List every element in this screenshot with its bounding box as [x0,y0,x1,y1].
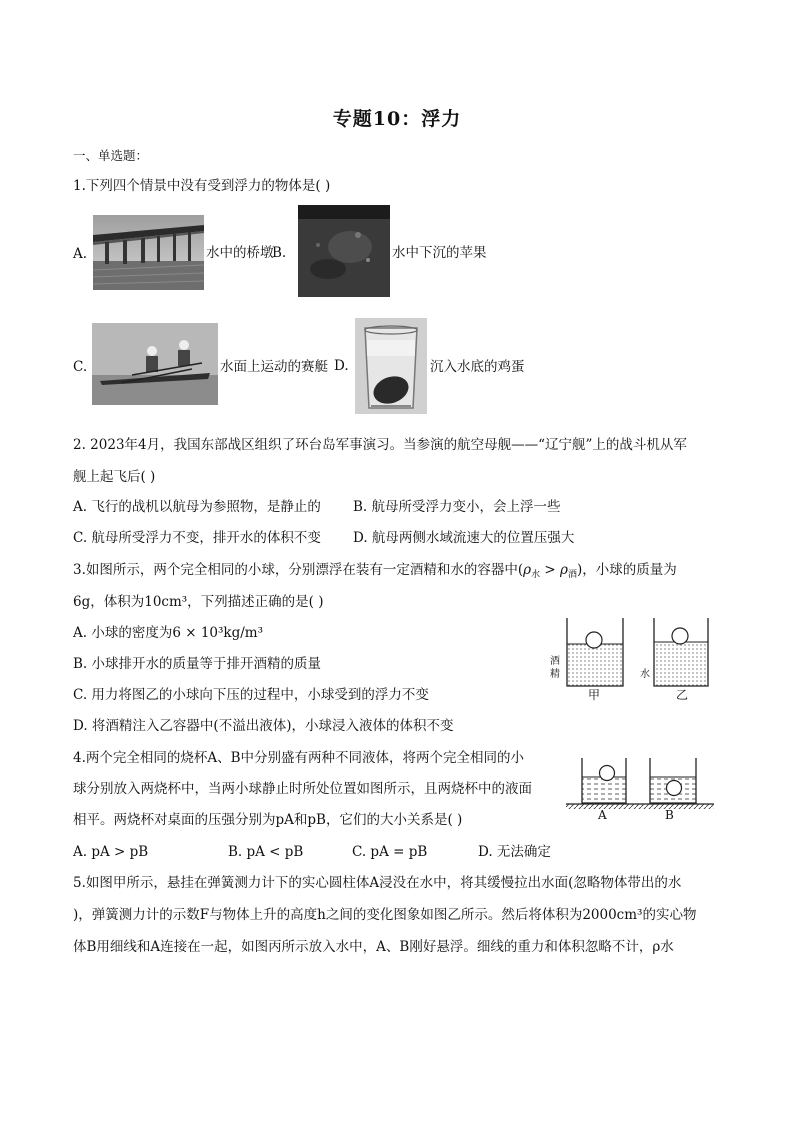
q3-label-water: 水 [640,669,650,680]
q2-option-c: C. 航母所受浮力不变，排开水的体积不变 [73,530,321,546]
page-title: 专题10：浮力 [332,108,462,130]
q3-label-jia: 甲 [588,688,601,702]
q1-option-c-text: 水面上运动的赛艇 [220,359,328,375]
q4-label-b: B [665,808,674,822]
q1-option-d-text: 沉入水底的鸡蛋 [430,359,525,375]
q1-option-c-letter: C. [73,359,88,375]
q4-stem-line2: 球分别放入两烧杯中，当两小球静止时所处位置如图所示，且两烧杯中的液面 [73,781,532,797]
q4-label-a: A [598,808,607,822]
bridge-pier-photo [93,215,204,290]
q3-option-a: A. 小球的密度为6 × 10³kg/m³ [73,625,263,641]
q4-stem-line3: 相平。两烧杯对桌面的压强分别为pA和pB，它们的大小关系是( ) [73,812,463,828]
q2-stem-line2: 舰上起飞后( ) [73,469,156,485]
q1-option-b-text: 水中下沉的苹果 [392,245,487,261]
section-heading: 一、单选题： [73,148,149,163]
rowing-boat-photo [92,323,218,405]
q3-stem-line2: 6g，体积为10cm³，下列描述正确的是( ) [73,594,324,610]
q2-option-d: D. 航母两侧水域流速大的位置压强大 [353,530,575,546]
q3-stem-line1: 3.如图所示，两个完全相同的小球，分别漂浮在装有一定酒精和水的容器中$(\rho_水 > \rho_酒)$，小球的质量为 [73,562,677,580]
q3-label-yi: 乙 [676,688,689,702]
q4-option-c: C. pA = pB [352,844,428,860]
q5-stem-line2: )，弹簧测力计的示数F与物体上升的高度h之间的变化图象如图乙所示。然后将体积为2000cm³的实心物 [73,907,697,923]
q4-option-b: B. pA < pB [228,844,304,860]
q4-stem-line1: 4.两个完全相同的烧杯A、B中分别盛有两种不同液体，将两个完全相同的小 [73,750,525,766]
q5-stem-line1: 5.如图甲所示，悬挂在弹簧测力计下的实心圆柱体A浸没在水中，将其缓慢拉出水面(忽略物体带出的水 [73,875,682,891]
q5-stem-line3: 体B用细线和A连接在一起，如图丙所示放入水中，A、B刚好悬浮。细线的重力和体积忽略不计，ρ水 [73,939,674,955]
egg-in-glass-photo [355,318,427,414]
q2-option-a: A. 飞行的战机以航母为参照物，是静止的 [73,499,321,515]
q3-option-b: B. 小球排开水的质量等于排开酒精的质量 [73,656,322,672]
q1-option-d-letter: D. [334,358,349,374]
q4-beakers-figure [566,752,714,826]
q1-option-a-text: 水中的桥墩 [206,245,274,261]
q3-label-alcohol-2: 精 [550,669,560,680]
q1-stem: 1.下列四个情景中没有受到浮力的物体是( ) [73,178,331,194]
q3-option-d: D. 将酒精注入乙容器中(不溢出液体)，小球浸入液体的体积不变 [73,718,454,734]
q3-containers-figure [548,616,714,704]
q3-label-alcohol-1: 酒 [550,656,560,667]
q1-option-a-letter: A. [73,246,88,262]
q2-option-b: B. 航母所受浮力变小，会上浮一些 [353,499,561,515]
q4-option-a: A. pA > pB [73,844,149,860]
q2-stem-line1: 2. 2023年4月，我国东部战区组织了环台岛军事演习。当参演的航空母舰——“辽宁舰”上的战斗机从军 [73,437,687,453]
q3-option-c: C. 用力将图乙的小球向下压的过程中，小球受到的浮力不变 [73,687,429,703]
sinking-apple-photo [298,205,390,297]
q1-option-b-letter: B. [272,245,287,261]
q4-option-d: D. 无法确定 [478,844,551,860]
